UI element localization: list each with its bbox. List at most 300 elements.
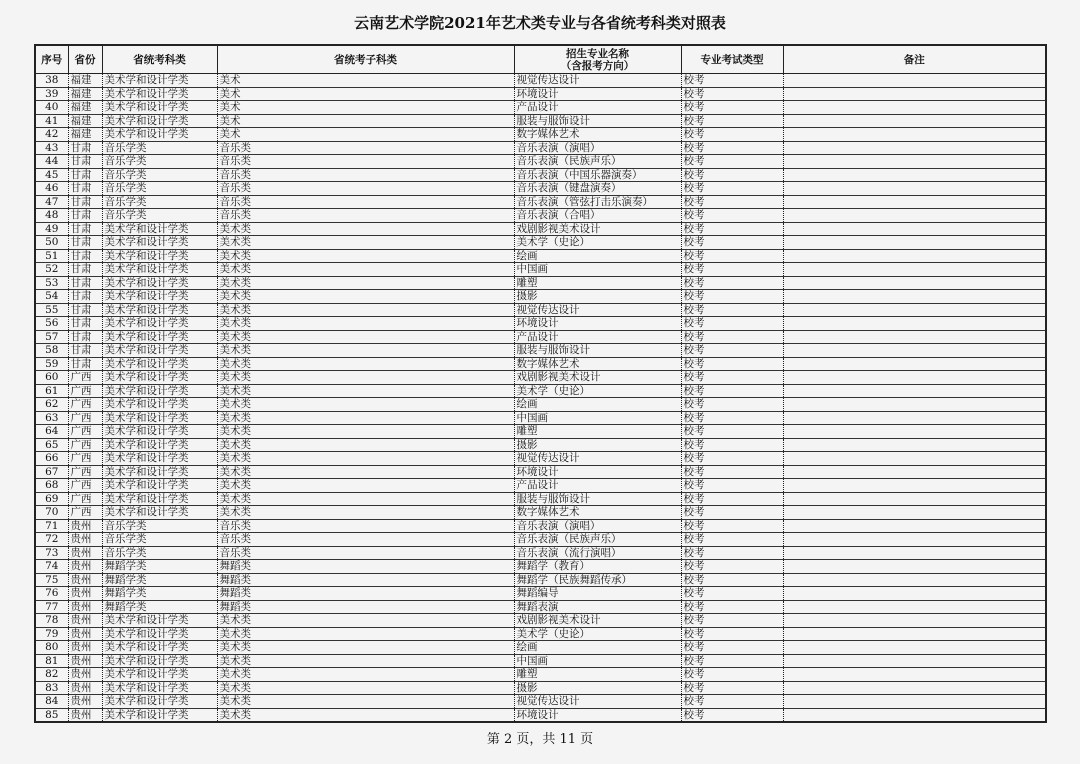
table-row <box>35 492 1046 506</box>
table-row <box>35 209 1046 223</box>
exam-category-cell: 美术学和设计学类 <box>102 411 217 425</box>
major-name-cell: 绘画 <box>514 398 681 412</box>
exam-type-cell: 校考 <box>681 600 783 614</box>
exam-category-cell: 美术学和设计学类 <box>102 357 217 371</box>
province-cell: 广西 <box>68 465 102 479</box>
remarks-cell <box>783 668 1046 682</box>
exam-type-cell: 校考 <box>681 74 783 88</box>
major-name-cell: 美术学（史论） <box>514 236 681 250</box>
exam-type-cell: 校考 <box>681 438 783 452</box>
exam-category-cell: 音乐学类 <box>102 195 217 209</box>
province-cell: 甘肃 <box>68 236 102 250</box>
row-index-cell: 85 <box>35 708 68 722</box>
row-index-cell: 69 <box>35 492 68 506</box>
remarks-cell <box>783 533 1046 547</box>
exam-category-cell: 舞蹈学类 <box>102 560 217 574</box>
row-index-cell: 51 <box>35 249 68 263</box>
exam-subcategory-cell: 音乐类 <box>217 141 514 155</box>
province-cell: 甘肃 <box>68 276 102 290</box>
exam-subcategory-cell: 音乐类 <box>217 546 514 560</box>
exam-category-cell: 美术学和设计学类 <box>102 249 217 263</box>
exam-category-cell: 美术学和设计学类 <box>102 114 217 128</box>
exam-subcategory-cell: 舞蹈类 <box>217 587 514 601</box>
exam-type-cell: 校考 <box>681 357 783 371</box>
major-name-cell: 舞蹈学（民族舞蹈传承） <box>514 573 681 587</box>
major-name-cell: 音乐表演（演唱） <box>514 141 681 155</box>
exam-type-cell: 校考 <box>681 681 783 695</box>
remarks-cell <box>783 506 1046 520</box>
table-row <box>35 668 1046 682</box>
exam-type-cell: 校考 <box>681 317 783 331</box>
major-name-cell: 中国画 <box>514 654 681 668</box>
exam-category-cell: 美术学和设计学类 <box>102 330 217 344</box>
row-index-cell: 38 <box>35 74 68 88</box>
row-index-cell: 60 <box>35 371 68 385</box>
exam-subcategory-cell: 美术 <box>217 101 514 115</box>
table-row <box>35 344 1046 358</box>
exam-category-cell: 舞蹈学类 <box>102 600 217 614</box>
table-row <box>35 114 1046 128</box>
table-row <box>35 195 1046 209</box>
exam-subcategory-cell: 美术类 <box>217 452 514 466</box>
province-cell: 贵州 <box>68 587 102 601</box>
major-name-cell: 雕塑 <box>514 276 681 290</box>
province-cell: 贵州 <box>68 627 102 641</box>
major-name-cell: 中国画 <box>514 411 681 425</box>
remarks-cell <box>783 371 1046 385</box>
major-name-cell: 服装与服饰设计 <box>514 114 681 128</box>
province-cell: 甘肃 <box>68 209 102 223</box>
row-index-cell: 68 <box>35 479 68 493</box>
header-major-name: 招生专业名称 （含报考方向） <box>514 45 681 74</box>
major-name-cell: 雕塑 <box>514 425 681 439</box>
remarks-cell <box>783 519 1046 533</box>
remarks-cell <box>783 128 1046 142</box>
exam-type-cell: 校考 <box>681 182 783 196</box>
remarks-cell <box>783 600 1046 614</box>
exam-category-cell: 美术学和设计学类 <box>102 614 217 628</box>
province-cell: 福建 <box>68 87 102 101</box>
table-row <box>35 276 1046 290</box>
table-row <box>35 533 1046 547</box>
exam-category-cell: 美术学和设计学类 <box>102 641 217 655</box>
exam-subcategory-cell: 美术类 <box>217 357 514 371</box>
table-header-row <box>35 45 1046 74</box>
province-cell: 贵州 <box>68 546 102 560</box>
row-index-cell: 56 <box>35 317 68 331</box>
exam-subcategory-cell: 美术类 <box>217 344 514 358</box>
exam-type-cell: 校考 <box>681 155 783 169</box>
table-row <box>35 101 1046 115</box>
exam-type-cell: 校考 <box>681 627 783 641</box>
exam-category-cell: 美术学和设计学类 <box>102 128 217 142</box>
remarks-cell <box>783 627 1046 641</box>
remarks-cell <box>783 357 1046 371</box>
row-index-cell: 50 <box>35 236 68 250</box>
exam-subcategory-cell: 美术类 <box>217 222 514 236</box>
exam-type-cell: 校考 <box>681 209 783 223</box>
table-row <box>35 627 1046 641</box>
province-cell: 福建 <box>68 128 102 142</box>
province-cell: 贵州 <box>68 560 102 574</box>
remarks-cell <box>783 411 1046 425</box>
exam-category-cell: 美术学和设计学类 <box>102 371 217 385</box>
exam-type-cell: 校考 <box>681 128 783 142</box>
remarks-cell <box>783 492 1046 506</box>
exam-type-cell: 校考 <box>681 249 783 263</box>
remarks-cell <box>783 101 1046 115</box>
exam-subcategory-cell: 音乐类 <box>217 519 514 533</box>
row-index-cell: 80 <box>35 641 68 655</box>
table-row <box>35 479 1046 493</box>
province-cell: 甘肃 <box>68 182 102 196</box>
province-cell: 甘肃 <box>68 249 102 263</box>
major-name-cell: 服装与服饰设计 <box>514 344 681 358</box>
province-cell: 甘肃 <box>68 344 102 358</box>
row-index-cell: 54 <box>35 290 68 304</box>
exam-subcategory-cell: 美术类 <box>217 695 514 709</box>
exam-subcategory-cell: 美术类 <box>217 681 514 695</box>
major-name-cell: 数字媒体艺术 <box>514 506 681 520</box>
major-name-cell: 产品设计 <box>514 101 681 115</box>
exam-category-cell: 美术学和设计学类 <box>102 222 217 236</box>
major-name-cell: 数字媒体艺术 <box>514 128 681 142</box>
exam-type-cell: 校考 <box>681 587 783 601</box>
province-cell: 福建 <box>68 101 102 115</box>
exam-subcategory-cell: 音乐类 <box>217 168 514 182</box>
exam-type-cell: 校考 <box>681 371 783 385</box>
table-row <box>35 425 1046 439</box>
row-index-cell: 70 <box>35 506 68 520</box>
exam-category-cell: 美术学和设计学类 <box>102 290 217 304</box>
exam-subcategory-cell: 美术类 <box>217 425 514 439</box>
exam-subcategory-cell: 美术类 <box>217 708 514 722</box>
table-row <box>35 614 1046 628</box>
exam-category-cell: 音乐学类 <box>102 182 217 196</box>
exam-type-cell: 校考 <box>681 101 783 115</box>
exam-category-cell: 舞蹈学类 <box>102 587 217 601</box>
province-cell: 广西 <box>68 506 102 520</box>
exam-subcategory-cell: 美术类 <box>217 411 514 425</box>
province-cell: 广西 <box>68 371 102 385</box>
remarks-cell <box>783 209 1046 223</box>
table-row <box>35 303 1046 317</box>
exam-type-cell: 校考 <box>681 573 783 587</box>
exam-subcategory-cell: 美术 <box>217 87 514 101</box>
exam-subcategory-cell: 美术类 <box>217 249 514 263</box>
exam-type-cell: 校考 <box>681 344 783 358</box>
remarks-cell <box>783 236 1046 250</box>
exam-subcategory-cell: 美术 <box>217 128 514 142</box>
remarks-cell <box>783 587 1046 601</box>
header-exam-subcategory: 省统考子科类 <box>217 45 514 74</box>
exam-subcategory-cell: 美术类 <box>217 654 514 668</box>
major-name-cell: 环境设计 <box>514 708 681 722</box>
remarks-cell <box>783 465 1046 479</box>
major-name-cell: 音乐表演（合唱） <box>514 209 681 223</box>
exam-category-cell: 音乐学类 <box>102 155 217 169</box>
header-exam-category: 省统考科类 <box>102 45 217 74</box>
remarks-cell <box>783 74 1046 88</box>
row-index-cell: 67 <box>35 465 68 479</box>
remarks-cell <box>783 344 1046 358</box>
row-index-cell: 61 <box>35 384 68 398</box>
exam-subcategory-cell: 美术类 <box>217 479 514 493</box>
remarks-cell <box>783 276 1046 290</box>
exam-type-cell: 校考 <box>681 141 783 155</box>
exam-category-cell: 美术学和设计学类 <box>102 452 217 466</box>
remarks-cell <box>783 479 1046 493</box>
table-row <box>35 317 1046 331</box>
province-cell: 贵州 <box>68 614 102 628</box>
row-index-cell: 79 <box>35 627 68 641</box>
comparison-table <box>34 44 1047 723</box>
major-name-cell: 戏剧影视美术设计 <box>514 371 681 385</box>
province-cell: 福建 <box>68 74 102 88</box>
row-index-cell: 84 <box>35 695 68 709</box>
remarks-cell <box>783 303 1046 317</box>
exam-subcategory-cell: 美术类 <box>217 303 514 317</box>
exam-subcategory-cell: 美术类 <box>217 438 514 452</box>
major-name-cell: 环境设计 <box>514 87 681 101</box>
row-index-cell: 52 <box>35 263 68 277</box>
exam-subcategory-cell: 美术 <box>217 114 514 128</box>
exam-category-cell: 美术学和设计学类 <box>102 708 217 722</box>
exam-category-cell: 美术学和设计学类 <box>102 398 217 412</box>
exam-subcategory-cell: 美术类 <box>217 330 514 344</box>
row-index-cell: 65 <box>35 438 68 452</box>
exam-subcategory-cell: 美术类 <box>217 290 514 304</box>
exam-subcategory-cell: 美术类 <box>217 506 514 520</box>
row-index-cell: 39 <box>35 87 68 101</box>
exam-category-cell: 音乐学类 <box>102 141 217 155</box>
exam-type-cell: 校考 <box>681 506 783 520</box>
major-name-cell: 中国画 <box>514 263 681 277</box>
major-name-cell: 服装与服饰设计 <box>514 492 681 506</box>
exam-type-cell: 校考 <box>681 276 783 290</box>
exam-type-cell: 校考 <box>681 519 783 533</box>
province-cell: 贵州 <box>68 519 102 533</box>
major-name-cell: 戏剧影视美术设计 <box>514 614 681 628</box>
major-name-cell: 美术学（史论） <box>514 627 681 641</box>
province-cell: 贵州 <box>68 668 102 682</box>
exam-type-cell: 校考 <box>681 695 783 709</box>
exam-type-cell: 校考 <box>681 641 783 655</box>
exam-category-cell: 美术学和设计学类 <box>102 303 217 317</box>
exam-category-cell: 美术学和设计学类 <box>102 384 217 398</box>
exam-type-cell: 校考 <box>681 236 783 250</box>
remarks-cell <box>783 398 1046 412</box>
table-row <box>35 695 1046 709</box>
remarks-cell <box>783 546 1046 560</box>
exam-category-cell: 美术学和设计学类 <box>102 344 217 358</box>
header-exam-type: 专业考试类型 <box>681 45 783 74</box>
province-cell: 广西 <box>68 384 102 398</box>
page-number: 第 2 页，共 11 页 <box>486 732 594 747</box>
table-row <box>35 587 1046 601</box>
exam-subcategory-cell: 美术类 <box>217 668 514 682</box>
exam-category-cell: 美术学和设计学类 <box>102 654 217 668</box>
row-index-cell: 48 <box>35 209 68 223</box>
exam-subcategory-cell: 音乐类 <box>217 209 514 223</box>
exam-category-cell: 音乐学类 <box>102 546 217 560</box>
table-row <box>35 128 1046 142</box>
major-name-cell: 舞蹈学（教育） <box>514 560 681 574</box>
exam-category-cell: 美术学和设计学类 <box>102 276 217 290</box>
header-index: 序号 <box>35 45 68 74</box>
exam-type-cell: 校考 <box>681 114 783 128</box>
remarks-cell <box>783 641 1046 655</box>
row-index-cell: 63 <box>35 411 68 425</box>
exam-subcategory-cell: 音乐类 <box>217 195 514 209</box>
row-index-cell: 46 <box>35 182 68 196</box>
province-cell: 甘肃 <box>68 168 102 182</box>
row-index-cell: 77 <box>35 600 68 614</box>
table-row <box>35 519 1046 533</box>
table-row <box>35 600 1046 614</box>
header-province: 省份 <box>68 45 102 74</box>
major-name-cell: 摄影 <box>514 681 681 695</box>
remarks-cell <box>783 222 1046 236</box>
exam-type-cell: 校考 <box>681 195 783 209</box>
table-row <box>35 452 1046 466</box>
table-row <box>35 573 1046 587</box>
exam-category-cell: 美术学和设计学类 <box>102 317 217 331</box>
major-name-cell: 绘画 <box>514 641 681 655</box>
row-index-cell: 74 <box>35 560 68 574</box>
table-row <box>35 641 1046 655</box>
row-index-cell: 64 <box>35 425 68 439</box>
exam-subcategory-cell: 舞蹈类 <box>217 600 514 614</box>
row-index-cell: 72 <box>35 533 68 547</box>
major-name-cell: 视觉传达设计 <box>514 695 681 709</box>
major-name-cell: 音乐表演（键盘演奏） <box>514 182 681 196</box>
province-cell: 广西 <box>68 492 102 506</box>
exam-type-cell: 校考 <box>681 398 783 412</box>
exam-type-cell: 校考 <box>681 614 783 628</box>
exam-category-cell: 美术学和设计学类 <box>102 492 217 506</box>
table-row <box>35 560 1046 574</box>
exam-subcategory-cell: 音乐类 <box>217 155 514 169</box>
major-name-cell: 音乐表演（演唱） <box>514 519 681 533</box>
province-cell: 贵州 <box>68 695 102 709</box>
exam-subcategory-cell: 美术类 <box>217 317 514 331</box>
remarks-cell <box>783 195 1046 209</box>
exam-category-cell: 美术学和设计学类 <box>102 87 217 101</box>
table-row <box>35 141 1046 155</box>
table-row <box>35 87 1046 101</box>
exam-subcategory-cell: 美术类 <box>217 641 514 655</box>
remarks-cell <box>783 708 1046 722</box>
major-name-cell: 产品设计 <box>514 330 681 344</box>
remarks-cell <box>783 425 1046 439</box>
exam-subcategory-cell: 舞蹈类 <box>217 560 514 574</box>
exam-subcategory-cell: 美术类 <box>217 492 514 506</box>
table-row <box>35 398 1046 412</box>
province-cell: 广西 <box>68 398 102 412</box>
table-row <box>35 681 1046 695</box>
row-index-cell: 66 <box>35 452 68 466</box>
province-cell: 甘肃 <box>68 317 102 331</box>
province-cell: 贵州 <box>68 641 102 655</box>
header-remarks: 备注 <box>783 45 1046 74</box>
remarks-cell <box>783 168 1046 182</box>
exam-type-cell: 校考 <box>681 479 783 493</box>
province-cell: 甘肃 <box>68 195 102 209</box>
exam-category-cell: 美术学和设计学类 <box>102 479 217 493</box>
province-cell: 贵州 <box>68 533 102 547</box>
row-index-cell: 53 <box>35 276 68 290</box>
table-row <box>35 330 1046 344</box>
table-row <box>35 249 1046 263</box>
province-cell: 甘肃 <box>68 303 102 317</box>
exam-subcategory-cell: 美术类 <box>217 371 514 385</box>
province-cell: 贵州 <box>68 708 102 722</box>
remarks-cell <box>783 560 1046 574</box>
exam-category-cell: 美术学和设计学类 <box>102 74 217 88</box>
exam-subcategory-cell: 美术类 <box>217 398 514 412</box>
exam-type-cell: 校考 <box>681 492 783 506</box>
remarks-cell <box>783 249 1046 263</box>
province-cell: 贵州 <box>68 573 102 587</box>
row-index-cell: 58 <box>35 344 68 358</box>
row-index-cell: 45 <box>35 168 68 182</box>
major-name-cell: 舞蹈表演 <box>514 600 681 614</box>
remarks-cell <box>783 452 1046 466</box>
province-cell: 广西 <box>68 438 102 452</box>
row-index-cell: 62 <box>35 398 68 412</box>
province-cell: 甘肃 <box>68 263 102 277</box>
table-row <box>35 357 1046 371</box>
exam-type-cell: 校考 <box>681 708 783 722</box>
major-name-cell: 音乐表演（民族声乐） <box>514 533 681 547</box>
major-name-cell: 音乐表演（管弦打击乐演奏） <box>514 195 681 209</box>
exam-category-cell: 音乐学类 <box>102 209 217 223</box>
province-cell: 广西 <box>68 479 102 493</box>
exam-type-cell: 校考 <box>681 168 783 182</box>
row-index-cell: 40 <box>35 101 68 115</box>
row-index-cell: 42 <box>35 128 68 142</box>
major-name-cell: 视觉传达设计 <box>514 74 681 88</box>
major-name-cell: 舞蹈编导 <box>514 587 681 601</box>
exam-category-cell: 美术学和设计学类 <box>102 695 217 709</box>
remarks-cell <box>783 654 1046 668</box>
exam-subcategory-cell: 美术类 <box>217 614 514 628</box>
row-index-cell: 83 <box>35 681 68 695</box>
row-index-cell: 76 <box>35 587 68 601</box>
table-row <box>35 411 1046 425</box>
remarks-cell <box>783 573 1046 587</box>
exam-category-cell: 美术学和设计学类 <box>102 101 217 115</box>
exam-type-cell: 校考 <box>681 263 783 277</box>
row-index-cell: 44 <box>35 155 68 169</box>
table-row <box>35 438 1046 452</box>
exam-category-cell: 美术学和设计学类 <box>102 263 217 277</box>
exam-type-cell: 校考 <box>681 330 783 344</box>
major-name-cell: 视觉传达设计 <box>514 303 681 317</box>
major-name-cell: 美术学（史论） <box>514 384 681 398</box>
major-name-cell: 绘画 <box>514 249 681 263</box>
major-name-cell: 环境设计 <box>514 465 681 479</box>
remarks-cell <box>783 438 1046 452</box>
row-index-cell: 71 <box>35 519 68 533</box>
exam-category-cell: 美术学和设计学类 <box>102 438 217 452</box>
exam-category-cell: 美术学和设计学类 <box>102 506 217 520</box>
exam-type-cell: 校考 <box>681 87 783 101</box>
province-cell: 广西 <box>68 425 102 439</box>
province-cell: 甘肃 <box>68 357 102 371</box>
remarks-cell <box>783 155 1046 169</box>
